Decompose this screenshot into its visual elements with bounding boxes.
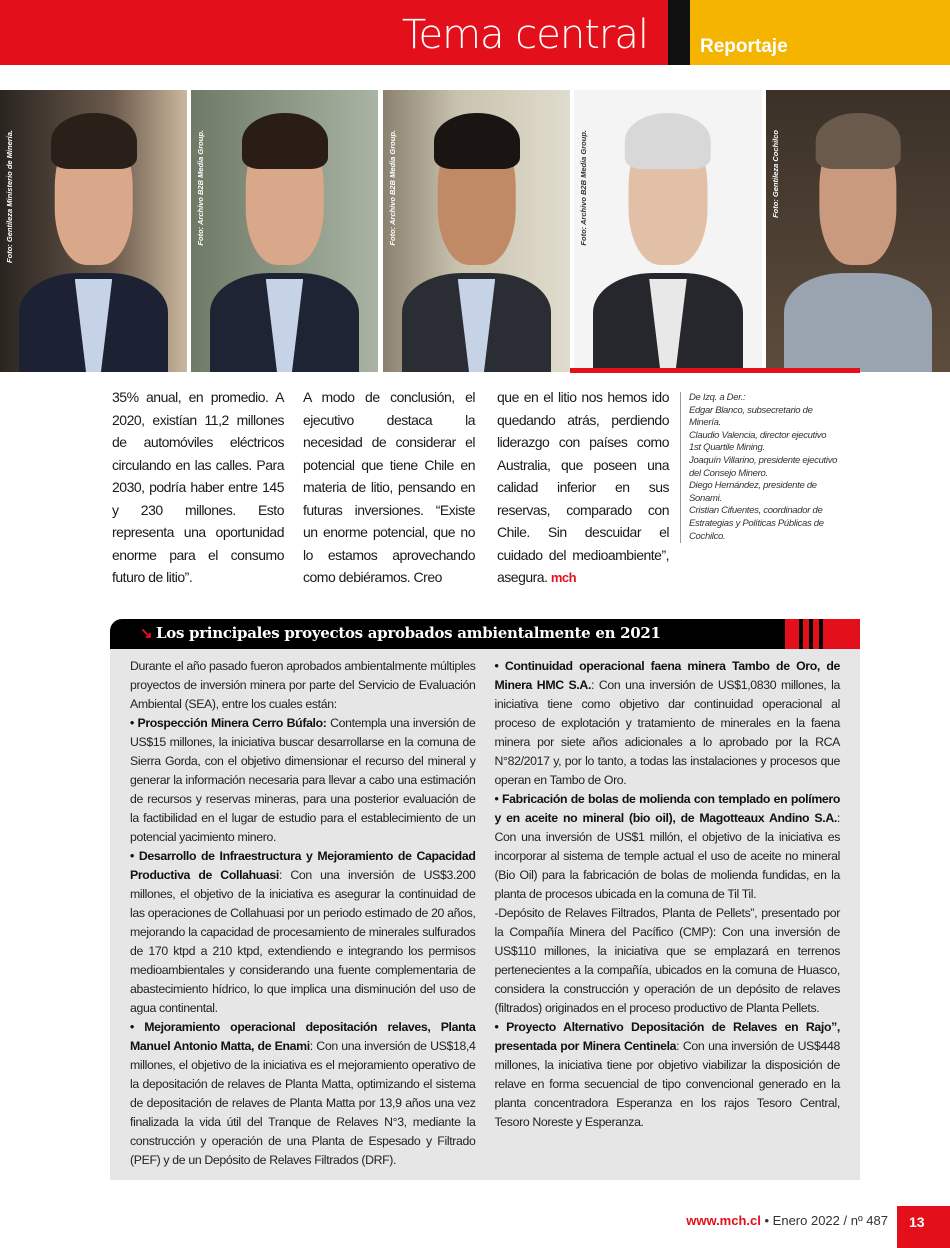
project-item: • Proyecto Alternativo Depositación de Relaves en Rajo”, presentada por Minera Centinela: Con una inversión de US$448 millones, la iniciativa tiene por objetivo viabilizar la disposición de relave en forma secuencial de tipo convencional generado en la planta concentradora Esperanza en los rajos Tesoro Central, Tesoro Noreste y Esperanza. [494, 1020, 840, 1129]
website-link[interactable]: www.mch.cl [686, 1213, 761, 1228]
project-item: • Continuidad operacional faena minera Tambo de Oro, de Minera HMC S.A.: Con una inversión de US$1,0830 millones, la iniciativa tiene como objetivo dar continuidad operacional al proceso de explotación y tratamiento de minerales en la faena minera por siete años adicionales a lo aprobado por la RCA N°82/2017 y, por lo tanto, a todas las instalaciones y procesos que operan en Tambo de Oro. [494, 659, 840, 787]
arrow-down-right-icon: ↘ [140, 625, 153, 642]
photo-joaquin-villarino [383, 90, 570, 372]
box-title: Los principales proyectos aprobados ambientalmente en 2021 [156, 624, 661, 642]
photo-caption: De Izq. a Der.: Edgar Blanco, subsecretario de Minería. Claudio Valencia, director ejecutivo 1st Quartile Mining. Joaquín Villarino, presidente ejecutivo del Consejo Minero. Diego Hernández, presidente de Sonami. Cristian Cifuentes, coordinador de Estrategias y Políticas Públicas de Cochilco. [680, 392, 875, 543]
photo-credit: Foto: Gentileza Ministerio de Minería. [5, 130, 14, 263]
header-band [0, 0, 668, 65]
photo-cristian-cifuentes [766, 90, 950, 372]
header-section-band [690, 0, 950, 65]
box-body [110, 649, 860, 1180]
photo-credit: Foto: Archivo B2B Media Group. [196, 130, 205, 246]
photo-credit: Foto: Gentileza Cochilco [771, 130, 780, 218]
box-header [110, 619, 860, 649]
accent-line [570, 368, 860, 373]
photo-edgar-blanco [0, 90, 187, 372]
article-column-2: A modo de conclusión, el ejecutivo destaca la necesidad de considerar el potencial que tiene Chile en materia de litio, pensando en futuras inversiones. “Existe un enorme potencial, que no lo estamos aprovechando como debiéramos. Creo [303, 389, 475, 585]
project-item: • Fabricación de bolas de molienda con templado en polímero y en aceite no mineral (bio oil), de Magotteaux Andino S.A.: Con una inversión de US$1 millón, el objetivo de la iniciativa es incorporar al sistema de temple actual el uso de aceite no mineral (Bio Oil) para la fabricación de bolas de molienda fundidas, en la planta de procesos ubicada en la comuna de Til Til. [494, 792, 840, 901]
photo-claudio-valencia [191, 90, 378, 372]
project-item: • Prospección Minera Cerro Búfalo: Contempla una inversión de US$15 millones, la iniciativa buscar desarrollarse en la comuna de Sierra Gorda, con el objetivo dimensionar el recurso del mineral y generar la información necesaria para llevar a cabo una estimación de recursos y reservas mineras, para una posterior evaluación de la factibilidad en el lugar de estudio para el establecimiento de un potencial yacimiento minero. [130, 716, 476, 844]
issue-info: • Enero 2022 / nº 487 [764, 1213, 888, 1228]
photo-diego-hernandez [574, 90, 762, 372]
page-number: 13 [897, 1206, 950, 1248]
footer [686, 1213, 888, 1228]
project-item: • Desarrollo de Infraestructura y Mejoramiento de Capacidad Productiva de Collahuasi: Con una inversión de US$3.200 millones, el objetivo de la iniciativa es asegurar la continuidad de las operaciones de Collahuasi por un periodo estimado de 20 años, mejorando la capacidad de procesamiento de minerales sulfurados de 170 ktpd a 210 ktpd, extendiendo e integrando los permisos medioambientales y considerando una fuente complementaria de abastecimiento hídrico, lo que implica una disminución del uso de agua continental. [130, 849, 476, 1015]
decorative-stripes [785, 619, 860, 649]
mch-signoff: mch [550, 570, 577, 585]
header-divider [668, 0, 690, 65]
section-label: Reportaje [700, 36, 788, 57]
photo-credit: Foto: Archivo B2B Media Group. [579, 130, 588, 246]
project-item: -Depósito de Relaves Filtrados, Planta de Pellets”, presentado por la Compañía Minera del Pacífico (CMP): Con una inversión de US$110 millones, la iniciativa que se emplazará en terrenos pertenecientes a la compañía, ubicados en la comuna de Huasco, considera la construcción y operación de un depósito de relaves (filtrados) originados en el proceso productivo de Planta Pellets. [494, 906, 840, 1015]
project-item: • Mejoramiento operacional depositación relaves, Planta Manuel Antonio Matta, de Enami: Con una inversión de US$18,4 millones, el objetivo de la iniciativa es el mejoramiento operativo de la depositación de relaves de Planta Matta, optimizando el sistema de depositación de relaves de Planta Matta por 13,9 años una vez finalizada la vida útil del Tranque de Relaves N°3, mediante la construcción y operación de una Planta de Espesado y Filtrado (PEF) y de un Depósito de Relaves Filtrados (DRF). [130, 1020, 476, 1167]
box-columns [130, 657, 840, 1170]
photo-credit: Foto: Archivo B2B Media Group. [388, 130, 397, 246]
article-column-3: que en el litio nos hemos ido quedando atrás, perdiendo liderazgo con países como Australia, que poseen una calidad inferior en sus reservas, comparado con Chile. Sin descuidar el cuidado del medioambiente”, asegura. mch [497, 389, 669, 585]
box-intro: Durante el año pasado fueron aprobados ambientalmente múltiples proyectos de inversión minera por parte del Servicio de Evaluación Ambiental (SEA), entre los cuales están: [130, 659, 476, 711]
section-title: Tema central [401, 12, 648, 58]
article-column-1: 35% anual, en promedio. A 2020, existían 11,2 millones de automóviles eléctricos circulando en las calles. Para 2030, podría haber entre 145 y 230 millones. Esto representa una oportunidad enorme para el consumo futuro de litio”. [112, 389, 284, 585]
